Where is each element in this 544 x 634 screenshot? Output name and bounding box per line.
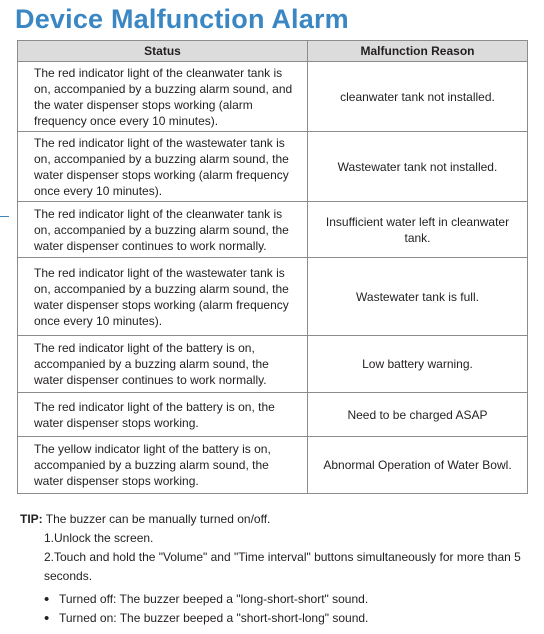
status-cell: The red indicator light of the wastewater tank is on, accompanied by a buzzing alarm sound, the water dispenser stops working (alarm frequency once every 10 minutes). [18,258,308,336]
tip-step: 2.Touch and hold the "Volume" and "Time interval" buttons simultaneously for more than 5 seconds. [44,550,521,583]
tip-bullet-list [44,590,530,628]
margin-marker [0,216,9,217]
tip-text: The buzzer can be manually turned on/off. [45,512,271,526]
reason-cell: Wastewater tank is full. [308,258,528,336]
table-header-row [18,41,528,62]
table-row [18,393,528,437]
status-column-header: Status [18,41,308,62]
table-row [18,258,528,336]
tip-bullet: • Turned off: The buzzer beeped a "long-short-short" sound. [44,590,530,609]
status-cell: The red indicator light of the cleanwater tank is on, accompanied by a buzzing alarm sound, the water dispenser continues to work normally. [18,202,308,258]
tip-step: 1.Unlock the screen. [44,531,154,545]
status-cell: The red indicator light of the cleanwater tank is on, accompanied by a buzzing alarm sound, and the water dispenser stops working (alarm frequency once every 10 minutes). [18,62,308,132]
reason-cell: Low battery warning. [308,336,528,393]
tip-section [20,510,530,628]
table-row [18,437,528,494]
reason-cell: Abnormal Operation of Water Bowl. [308,437,528,494]
table-row [18,202,528,258]
reason-cell: Wastewater tank not installed. [308,132,528,202]
reason-cell: Need to be charged ASAP [308,393,528,437]
tip-label: TIP: [20,512,43,526]
status-cell: The yellow indicator light of the battery is on, accompanied by a buzzing alarm sound, the water dispenser stops working. [18,437,308,494]
page-title: Device Malfunction Alarm [15,4,349,34]
status-cell: The red indicator light of the battery is on, the water dispenser stops working. [18,393,308,437]
table-row [18,132,528,202]
tip-bullet: • Turned on: The buzzer beeped a "short-short-long" sound. [44,609,530,628]
reason-cell: Insufficient water left in cleanwater tank. [308,202,528,258]
tip-steps [44,529,530,586]
tip-heading [20,510,530,529]
status-cell: The red indicator light of the battery is on, accompanied by a buzzing alarm sound, the water dispenser continues to work normally. [18,336,308,393]
malfunction-table [17,40,528,494]
table-row [18,62,528,132]
reason-column-header: Malfunction Reason [308,41,528,62]
status-cell: The red indicator light of the wastewater tank is on, accompanied by a buzzing alarm sound, the water dispenser stops working (alarm frequency once every 10 minutes). [18,132,308,202]
table-row [18,336,528,393]
reason-cell: cleanwater tank not installed. [308,62,528,132]
